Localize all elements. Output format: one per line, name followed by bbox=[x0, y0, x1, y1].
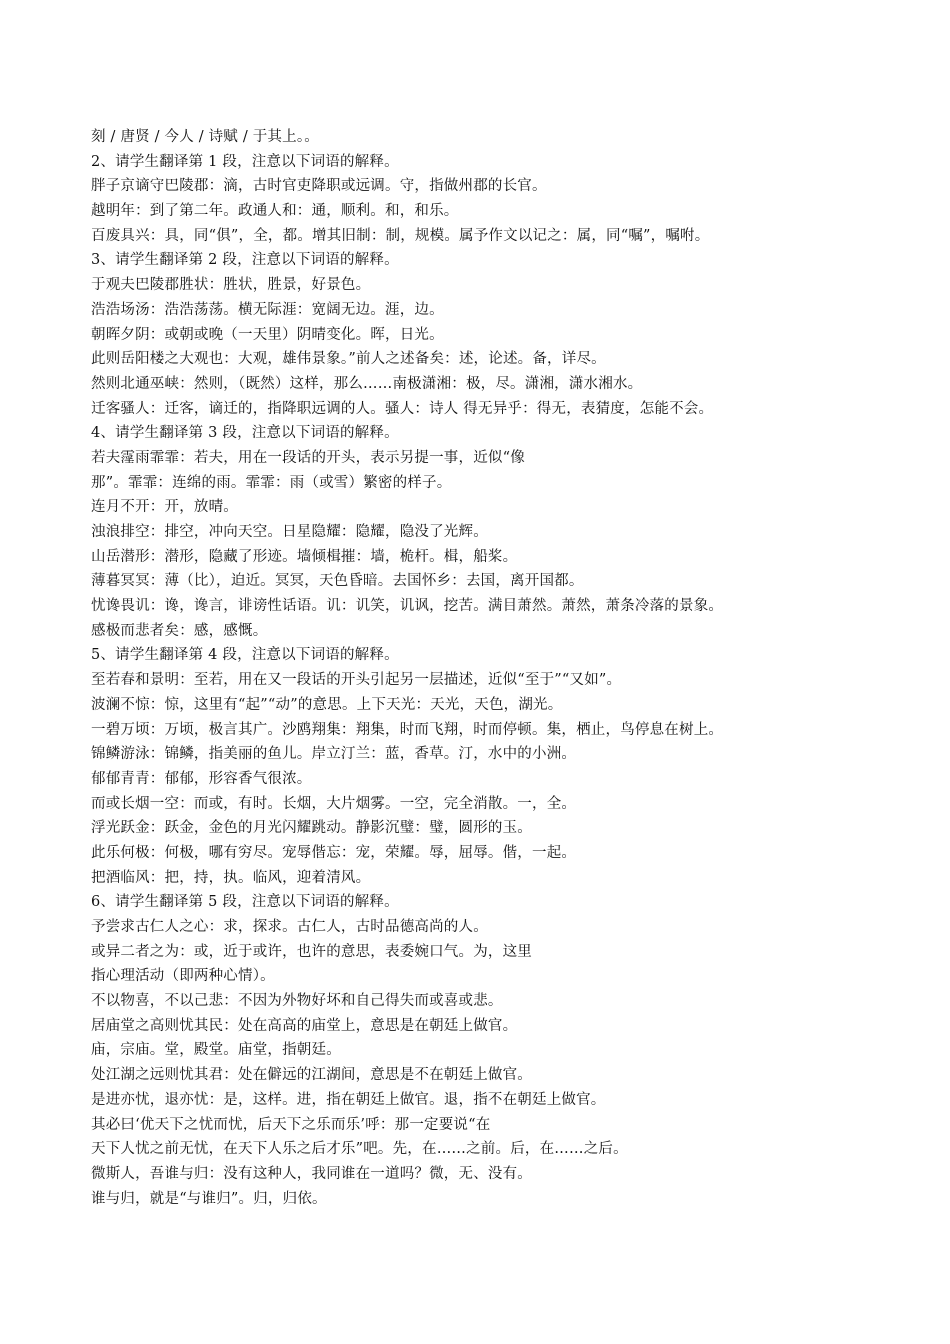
section-heading-paragraph-5: 6、请学生翻译第 5 段，注意以下词语的解释。 bbox=[91, 894, 399, 911]
text-line: 朝晖夕阴：或朝或晚（一天里）阴晴变化。晖，日光。 bbox=[91, 326, 444, 343]
text-line: 天下人忧之前无忧，在天下人乐之后才乐”吧。先，在……之前。后，在……之后。 bbox=[91, 1141, 628, 1158]
text-line: 那”。霏霏：连绵的雨。霏霏：雨（或雪）繁密的样子。 bbox=[91, 474, 452, 491]
text-line: 锦鳞游泳：锦鳞，指美丽的鱼儿。岸立汀兰：蓝，香草。汀，水中的小洲。 bbox=[91, 746, 577, 763]
text-line: 山岳潜形：潜形，隐藏了形迹。墙倾楫摧：墙，桅杆。楫，船桨。 bbox=[91, 548, 518, 565]
text-line: 其必曰‘优天下之忧而忧，后天下之乐而乐’呼：那一定要说“在 bbox=[91, 1116, 491, 1133]
text-line: 浩浩场汤：浩浩荡荡。横无际涯：宽阔无边。涯，边。 bbox=[91, 301, 444, 318]
text-line: 于观夫巴陵郡胜状：胜状，胜景，好景色。 bbox=[91, 277, 371, 294]
text-line: 百废具兴：具，同“俱”，全，都。增其旧制：制，规模。属予作文以记之：属，同“嘱”，嘱咐。 bbox=[91, 227, 710, 244]
text-line: 此则岳阳楼之大观也：大观，雄伟景象。”前人之述备矣：述，论述。备，详尽。 bbox=[91, 351, 606, 368]
text-line: 刻 / 唐贤 / 今人 / 诗赋 / 于其上。。 bbox=[91, 129, 319, 145]
text-line: 谁与归，就是“与谁归”。归，归依。 bbox=[91, 1190, 327, 1207]
text-line: 迁客骚人：迁客，谪迁的，指降职远调的人。骚人：诗人 得无异乎：得无，表猜度，怎能不会。 bbox=[91, 400, 714, 417]
text-line: 指心理活动（即两种心情）。 bbox=[91, 968, 275, 985]
text-line: 或异二者之为：或，近于或许，也许的意思，表委婉口气。为，这里 bbox=[91, 943, 532, 960]
text-line: 越明年：到了第二年。政通人和：通，顺利。和，和乐。 bbox=[91, 203, 459, 220]
text-line: 连月不开：开，放晴。 bbox=[91, 499, 238, 516]
text-line: 予尝求古仁人之心：求，探求。古仁人，古时品德高尚的人。 bbox=[91, 919, 488, 935]
text-line: 若夫霪雨霏霏：若夫，用在一段话的开头，表示另提一事，近似“像 bbox=[91, 449, 525, 466]
text-line: 波澜不惊：惊，这里有“起”“动”的意思。上下天光：天光，天色，湖光。 bbox=[91, 696, 563, 713]
text-line: 微斯人，吾谁与归：没有这种人，我同谁在一道吗？微，无、没有。 bbox=[91, 1165, 532, 1182]
text-line: 而或长烟一空：而或，有时。长烟，大片烟雾。一空，完全消散。一，全。 bbox=[91, 795, 577, 812]
text-line: 然则北通巫峡：然则，（既然）这样，那么……南极潇湘：极，尽。潇湘，潇水湘水。 bbox=[91, 375, 643, 392]
section-heading-paragraph-4: 5、请学生翻译第 4 段，注意以下词语的解释。 bbox=[91, 647, 399, 664]
text-line: 庙，宗庙。堂，殿堂。庙堂，指朝廷。 bbox=[91, 1042, 341, 1059]
text-line: 此乐何极：何极，哪有穷尽。宠辱偕忘：宠，荣耀。辱，屈辱。偕，一起。 bbox=[91, 844, 577, 861]
text-line: 至若春和景明：至若，用在又一段话的开头引起另一层描述，近似“至于”“又如”。 bbox=[91, 672, 622, 689]
section-heading-paragraph-1: 2、请学生翻译第 1 段，注意以下词语的解释。 bbox=[91, 153, 399, 170]
text-line: 忧谗畏讥：谗，谗言，诽谤性话语。讥：讥笑，讥讽，挖苦。满目萧然。萧然，萧条冷落的景象。 bbox=[91, 598, 724, 615]
text-line: 薄暮冥冥：薄（比），迫近。冥冥，天色昏暗。去国怀乡：去国，离开国都。 bbox=[91, 573, 584, 590]
text-line: 浮光跃金：跃金，金色的月光闪耀跳动。静影沉璧：璧，圆形的玉。 bbox=[91, 820, 532, 837]
text-line: 郁郁青青：郁郁，形容香气很浓。 bbox=[91, 770, 312, 787]
text-line: 胖子京谪守巴陵郡：滴，古时官吏降职或远调。守，指做州郡的长官。 bbox=[91, 178, 547, 195]
text-line: 不以物喜，不以己悲：不因为外物好坏和自己得失而或喜或悲。 bbox=[91, 993, 503, 1010]
document-body bbox=[91, 125, 861, 1211]
text-line: 浊浪排空：排空，冲向天空。日星隐耀：隐耀，隐没了光辉。 bbox=[91, 524, 488, 540]
section-heading-paragraph-2: 3、请学生翻译第 2 段，注意以下词语的解释。 bbox=[91, 252, 399, 269]
text-line: 一碧万顷：万顷，极言其广。沙鸥翔集：翔集，时而飞翔，时而停顿。集，栖止，鸟停息在树上。 bbox=[91, 721, 724, 738]
text-line: 居庙堂之高则忧其民：处在高高的庙堂上，意思是在朝廷上做官。 bbox=[91, 1017, 518, 1034]
text-line: 感极而悲者矣：感，感慨。 bbox=[91, 622, 268, 639]
text-line: 把酒临风：把，持，执。临风，迎着清风。 bbox=[91, 869, 371, 886]
text-line: 处江湖之远则忧其君：处在僻远的江湖间，意思是不在朝廷上做官。 bbox=[91, 1067, 532, 1084]
section-heading-paragraph-3: 4、请学生翻译第 3 段，注意以下词语的解释。 bbox=[91, 425, 399, 442]
text-line: 是进亦忧，退亦忧：是，这样。进，指在朝廷上做官。退，指不在朝廷上做官。 bbox=[91, 1091, 606, 1108]
